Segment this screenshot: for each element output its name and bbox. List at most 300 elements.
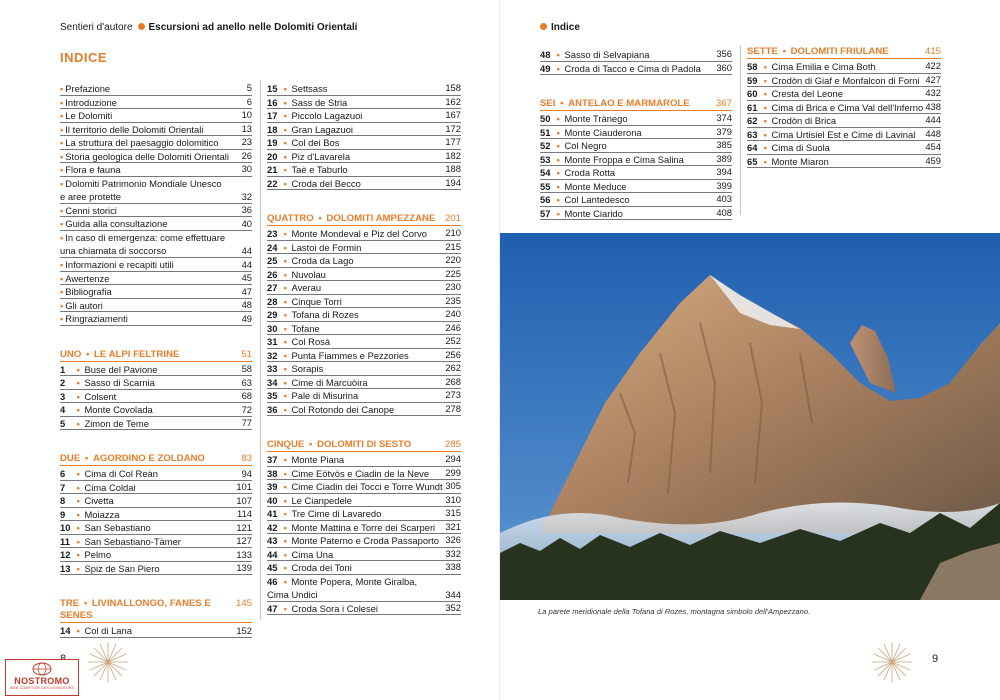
bullet-icon: • bbox=[281, 228, 290, 239]
route-entry bbox=[267, 254, 461, 268]
route-page: 177 bbox=[445, 136, 461, 148]
route-number: 28 bbox=[267, 295, 278, 307]
route-page: 182 bbox=[445, 149, 461, 161]
route-name: Croda del Becco bbox=[291, 177, 361, 189]
bullet-icon: • bbox=[281, 363, 290, 374]
route-entry bbox=[267, 575, 461, 602]
bullet-icon: • bbox=[281, 255, 290, 266]
route-number: 61 bbox=[747, 101, 758, 113]
bullet-icon: • bbox=[281, 376, 290, 388]
route-entry bbox=[540, 48, 732, 62]
section-dot-icon: • bbox=[779, 46, 789, 57]
mountain-photo bbox=[500, 233, 1000, 600]
entry-page: 36 bbox=[241, 204, 252, 216]
bullet-icon: • bbox=[60, 231, 64, 243]
spacer bbox=[540, 75, 732, 87]
bullet-icon: • bbox=[554, 180, 563, 192]
section-page: 367 bbox=[715, 98, 732, 109]
route-page: 356 bbox=[716, 48, 732, 60]
bullet-icon: • bbox=[281, 282, 290, 293]
route-name: Croda da Lago bbox=[291, 255, 354, 266]
route-number: 35 bbox=[267, 390, 278, 401]
entry-label: Informazioni e recapiti utili bbox=[65, 259, 174, 271]
route-number: 3 bbox=[60, 390, 66, 402]
route-page: 139 bbox=[236, 562, 252, 574]
route-page: 305 bbox=[445, 480, 461, 492]
index-entry bbox=[60, 204, 252, 218]
route-entry bbox=[60, 403, 252, 417]
bullet-icon: • bbox=[281, 349, 290, 361]
route-name: Col di Lana bbox=[84, 625, 132, 637]
route-page: 235 bbox=[445, 294, 461, 306]
route-number: 50 bbox=[540, 113, 551, 124]
route-page: 444 bbox=[925, 114, 941, 126]
route-page: 385 bbox=[716, 139, 732, 151]
header-dot-icon bbox=[540, 23, 547, 30]
route-number: 22 bbox=[267, 177, 278, 189]
bullet-icon: • bbox=[761, 128, 770, 140]
route-number: 36 bbox=[267, 403, 278, 415]
route-entry bbox=[540, 112, 732, 126]
route-page: 188 bbox=[445, 163, 461, 175]
route-number: 45 bbox=[267, 562, 278, 573]
route-name: Piccolo Lagazuoi bbox=[291, 110, 363, 121]
bullet-icon: • bbox=[74, 535, 83, 547]
spacer bbox=[267, 190, 461, 202]
route-name: Croda Rotta bbox=[564, 167, 616, 178]
route-page: 427 bbox=[925, 73, 941, 85]
route-page: 252 bbox=[445, 335, 461, 347]
route-page: 321 bbox=[445, 520, 461, 532]
header-dot-icon bbox=[138, 23, 145, 30]
route-entry bbox=[540, 166, 732, 180]
entry-label: Introduzione bbox=[65, 96, 117, 108]
route-name: Crodòn di Brica bbox=[771, 115, 837, 126]
bullet-icon: • bbox=[281, 322, 290, 334]
bullet-icon: • bbox=[74, 625, 83, 637]
route-entry bbox=[267, 349, 461, 363]
entry-page: 48 bbox=[241, 299, 252, 311]
index-entry bbox=[60, 82, 252, 96]
route-page: 230 bbox=[445, 281, 461, 293]
bullet-icon: • bbox=[60, 164, 64, 175]
index-column-3 bbox=[540, 48, 732, 220]
bullet-icon: • bbox=[281, 177, 290, 189]
spacer bbox=[60, 575, 252, 587]
entry-label: Awertenze bbox=[65, 272, 110, 284]
route-number: 17 bbox=[267, 110, 278, 121]
route-number: 42 bbox=[267, 521, 278, 533]
route-entry bbox=[540, 180, 732, 194]
route-entry bbox=[267, 548, 461, 562]
column-divider bbox=[740, 45, 741, 215]
route-number: 49 bbox=[540, 62, 551, 74]
entry-label: Ringraziamenti bbox=[65, 313, 128, 325]
route-page: 438 bbox=[925, 100, 941, 112]
route-page: 210 bbox=[445, 227, 461, 239]
index-column-2 bbox=[267, 82, 461, 615]
route-name: Cinque Torri bbox=[291, 295, 342, 307]
route-entry bbox=[267, 150, 461, 164]
bullet-icon: • bbox=[281, 96, 290, 108]
bullet-icon: • bbox=[554, 207, 563, 219]
entry-label: Le Dolomiti bbox=[65, 110, 113, 121]
route-entry bbox=[267, 561, 461, 575]
route-entry bbox=[60, 417, 252, 431]
index-entry bbox=[60, 231, 252, 258]
route-entry bbox=[60, 508, 252, 522]
route-number: 33 bbox=[267, 363, 278, 374]
route-entry bbox=[267, 136, 461, 150]
route-entry bbox=[267, 322, 461, 336]
route-name: Cima di Col Reàn bbox=[84, 468, 158, 480]
section-heading bbox=[60, 349, 252, 362]
route-number: 34 bbox=[267, 376, 278, 388]
route-name: Le Cianpedele bbox=[291, 494, 352, 506]
route-number: 55 bbox=[540, 180, 551, 192]
bullet-icon: • bbox=[554, 62, 563, 74]
route-number: 57 bbox=[540, 207, 551, 219]
route-name: San Sebastiano bbox=[84, 522, 151, 534]
route-entry bbox=[267, 389, 461, 403]
bullet-icon: • bbox=[761, 74, 770, 86]
section-page: 145 bbox=[235, 598, 252, 610]
section-dot-icon: • bbox=[557, 98, 567, 109]
route-entry bbox=[267, 376, 461, 390]
route-number: 52 bbox=[540, 140, 551, 151]
nostromo-logo bbox=[5, 659, 79, 696]
route-page: 121 bbox=[236, 521, 252, 533]
route-entry bbox=[267, 335, 461, 349]
route-name: Pale di Misurina bbox=[291, 390, 359, 401]
bullet-icon: • bbox=[281, 241, 290, 253]
route-name: Sorapis bbox=[291, 363, 324, 374]
column-divider bbox=[260, 80, 261, 620]
entry-page: 44 bbox=[241, 245, 252, 257]
bullet-icon: • bbox=[74, 495, 83, 507]
tofana-di-rozes-image bbox=[500, 233, 1000, 600]
route-page: 268 bbox=[445, 375, 461, 387]
bullet-icon: • bbox=[281, 123, 290, 135]
route-number: 25 bbox=[267, 255, 278, 266]
bullet-icon: • bbox=[281, 521, 290, 533]
entry-label: Cenni storici bbox=[65, 204, 117, 216]
route-name: Pelmo bbox=[84, 549, 112, 561]
section-number: SETTE bbox=[747, 46, 778, 57]
section-number: TRE bbox=[60, 598, 80, 610]
bullet-icon: • bbox=[281, 467, 290, 479]
compass-ornament-icon bbox=[86, 640, 130, 684]
section-page: 201 bbox=[444, 213, 461, 224]
entry-label: Flora e fauna bbox=[65, 164, 121, 175]
section-heading bbox=[60, 453, 252, 466]
bullet-icon: • bbox=[281, 83, 290, 94]
route-number: 51 bbox=[540, 126, 551, 138]
section-number: QUATTRO bbox=[267, 213, 314, 224]
route-number: 5 bbox=[60, 417, 66, 429]
section-name: DOLOMITI FRIULANE bbox=[790, 46, 889, 57]
section-title bbox=[267, 439, 411, 451]
route-entry bbox=[267, 507, 461, 521]
route-entry bbox=[60, 390, 252, 404]
route-name: Cresta del Leone bbox=[771, 88, 843, 99]
route-name: Monte Paterno e Croda Passaporto bbox=[291, 535, 439, 546]
route-entry bbox=[747, 60, 941, 74]
route-page: 215 bbox=[445, 240, 461, 252]
route-page: 158 bbox=[445, 82, 461, 94]
route-number: 24 bbox=[267, 241, 278, 253]
route-number: 9 bbox=[60, 508, 66, 520]
route-name: Croda di Tacco e Cima di Padola bbox=[564, 62, 701, 74]
section-page: 285 bbox=[444, 439, 461, 450]
route-number: 58 bbox=[747, 61, 758, 72]
bullet-icon: • bbox=[281, 494, 290, 506]
route-page: 94 bbox=[241, 467, 252, 479]
route-number: 12 bbox=[60, 549, 71, 561]
route-name: Moiazza bbox=[84, 508, 120, 520]
section-heading bbox=[60, 598, 252, 623]
bullet-icon: • bbox=[60, 299, 64, 311]
route-number: 43 bbox=[267, 535, 278, 546]
route-entry bbox=[267, 494, 461, 508]
route-page: 432 bbox=[925, 87, 941, 99]
index-entry bbox=[60, 96, 252, 110]
logo-name: NOSTROMO bbox=[14, 676, 70, 686]
route-entry bbox=[267, 362, 461, 376]
route-number: 38 bbox=[267, 467, 278, 479]
section-page: 51 bbox=[241, 348, 252, 360]
section-number: UNO bbox=[60, 348, 82, 360]
bullet-icon: • bbox=[74, 377, 83, 389]
route-number: 16 bbox=[267, 96, 278, 108]
entry-label: Guida alla consultazione bbox=[65, 218, 168, 230]
book-title: Escursioni ad anello nelle Dolomiti Orientali bbox=[148, 22, 358, 33]
bullet-icon: • bbox=[554, 113, 563, 124]
section-title bbox=[60, 453, 205, 465]
bullet-icon: • bbox=[60, 137, 64, 148]
entry-page: 47 bbox=[241, 285, 252, 297]
route-name: Buse del Pavione bbox=[84, 363, 158, 375]
entry-label: Gli autori bbox=[65, 299, 103, 311]
bullet-icon: • bbox=[60, 272, 64, 284]
section-name: DOLOMITI DI SESTO bbox=[317, 439, 412, 450]
route-page: 394 bbox=[716, 166, 732, 178]
route-number: 41 bbox=[267, 508, 278, 519]
bullet-icon: • bbox=[281, 562, 290, 573]
route-page: 114 bbox=[237, 508, 252, 520]
route-number: 30 bbox=[267, 322, 278, 334]
index-column-4 bbox=[747, 35, 941, 168]
section-title bbox=[540, 98, 690, 110]
route-number: 47 bbox=[267, 602, 278, 614]
route-number: 65 bbox=[747, 155, 758, 167]
route-number: 26 bbox=[267, 268, 278, 280]
entry-page: 45 bbox=[241, 272, 252, 284]
route-page: 246 bbox=[445, 321, 461, 333]
route-number: 10 bbox=[60, 522, 71, 534]
route-entry bbox=[267, 177, 461, 191]
route-entry bbox=[267, 281, 461, 295]
section-title bbox=[267, 213, 435, 225]
route-name: Col Rosà bbox=[291, 336, 331, 347]
index-entry bbox=[60, 258, 252, 272]
route-entry bbox=[540, 207, 732, 221]
route-page: 379 bbox=[716, 125, 732, 137]
section-title bbox=[747, 46, 889, 58]
route-name: Cima Urtisiel Est e Cime di Lavinal bbox=[771, 128, 916, 140]
bullet-icon: • bbox=[761, 101, 770, 113]
route-number: 56 bbox=[540, 194, 551, 205]
route-page: 332 bbox=[445, 547, 461, 559]
route-page: 273 bbox=[445, 389, 461, 401]
entry-label: Dolomiti Patrimonio Mondiale Unesco e aree protette bbox=[60, 177, 222, 202]
route-page: 408 bbox=[716, 206, 732, 218]
route-name: Col Negro bbox=[564, 140, 607, 151]
section-dot-icon: • bbox=[82, 453, 91, 465]
bullet-icon: • bbox=[761, 115, 770, 126]
section-heading bbox=[747, 46, 941, 59]
left-running-head bbox=[60, 22, 357, 33]
route-entry bbox=[60, 548, 252, 562]
route-page: 278 bbox=[445, 402, 461, 414]
route-name: Crodòn di Giaf e Monfalcon di Forni bbox=[771, 74, 920, 86]
section-name: DOLOMITI AMPEZZANE bbox=[326, 213, 436, 224]
section-name: ANTELAO E MARMAROLE bbox=[568, 98, 690, 109]
route-entry bbox=[60, 363, 252, 377]
route-name: Settsass bbox=[291, 83, 328, 94]
bullet-icon: • bbox=[761, 155, 770, 167]
section-title bbox=[60, 349, 179, 361]
route-entry bbox=[267, 480, 461, 494]
bullet-icon: • bbox=[281, 295, 290, 307]
route-number: 15 bbox=[267, 83, 278, 94]
route-name: Cima Coldai bbox=[84, 481, 136, 493]
photo-caption: La parete meridionale della Tofana di Rozes, montagna simbolo dell'Ampezzano. bbox=[538, 607, 811, 616]
route-page: 225 bbox=[445, 267, 461, 279]
route-name: Cime di Marcuòira bbox=[291, 376, 368, 388]
section-heading bbox=[267, 439, 461, 452]
route-name: Cima di Brica e Cima Val dell'Inferno bbox=[771, 101, 924, 113]
route-number: 4 bbox=[60, 404, 66, 416]
route-entry bbox=[540, 62, 732, 76]
route-number: 44 bbox=[267, 548, 278, 560]
route-name: Colsent bbox=[84, 390, 117, 402]
entry-page: 30 bbox=[241, 163, 252, 175]
route-entry bbox=[267, 521, 461, 535]
entry-label: La struttura del paesaggio dolomitico bbox=[65, 137, 219, 148]
bullet-icon: • bbox=[761, 88, 770, 99]
index-entry bbox=[60, 299, 252, 313]
bullet-icon: • bbox=[74, 522, 83, 534]
route-page: 360 bbox=[716, 61, 732, 73]
route-page: 194 bbox=[445, 176, 461, 188]
index-entry bbox=[60, 123, 252, 137]
bullet-icon: • bbox=[281, 602, 290, 614]
bullet-icon: • bbox=[60, 150, 64, 162]
bullet-icon: • bbox=[281, 150, 290, 162]
route-number: 29 bbox=[267, 309, 278, 320]
route-name: Sass de Stria bbox=[291, 96, 348, 108]
route-name: Averau bbox=[291, 282, 322, 293]
route-number: 19 bbox=[267, 137, 278, 148]
route-entry bbox=[747, 74, 941, 88]
route-page: 315 bbox=[445, 507, 461, 519]
route-name: San Sebastiano-Tàmer bbox=[84, 535, 181, 547]
route-number: 54 bbox=[540, 167, 551, 178]
right-header-title: Indice bbox=[551, 22, 580, 33]
route-number: 27 bbox=[267, 282, 278, 293]
route-entry bbox=[267, 123, 461, 137]
section-page: 83 bbox=[241, 453, 252, 465]
route-number: 64 bbox=[747, 142, 758, 153]
route-page: 133 bbox=[236, 548, 252, 560]
route-number: 2 bbox=[60, 377, 66, 389]
route-entry bbox=[60, 562, 252, 576]
route-name: Punta Fiammes e Pezzories bbox=[291, 349, 409, 361]
route-entry bbox=[267, 467, 461, 481]
bullet-icon: • bbox=[74, 562, 83, 574]
route-page: 338 bbox=[445, 561, 461, 573]
route-entry bbox=[60, 521, 252, 535]
route-name: Cima Emilia e Cima Both bbox=[771, 61, 876, 72]
entry-label: In caso di emergenza: come effettuare una chiamata di soccorso bbox=[60, 231, 226, 257]
route-entry bbox=[267, 308, 461, 322]
entry-page: 5 bbox=[246, 82, 252, 94]
entry-label: Bibliografia bbox=[65, 286, 112, 298]
index-entry bbox=[60, 285, 252, 299]
bullet-icon: • bbox=[281, 110, 290, 121]
route-entry bbox=[60, 494, 252, 508]
spacer bbox=[267, 416, 461, 428]
entry-page: 6 bbox=[246, 95, 252, 107]
route-name: Cime Eötvös e Ciadin de la Neve bbox=[291, 467, 430, 479]
route-entry bbox=[267, 453, 461, 467]
bullet-icon: • bbox=[74, 363, 83, 375]
bullet-icon: • bbox=[281, 336, 290, 347]
entry-label: Prefazione bbox=[65, 83, 111, 94]
route-name: Monte Piana bbox=[291, 454, 345, 465]
route-name: Sasso di Scarnia bbox=[84, 377, 155, 389]
route-entry bbox=[540, 193, 732, 207]
route-name: Monte Ciauderona bbox=[564, 126, 642, 138]
series-name: Sentieri d'autore bbox=[60, 22, 133, 33]
route-name: Cima Una bbox=[291, 548, 334, 560]
index-entry bbox=[60, 312, 252, 326]
logo-subtitle: WEB COMPTOIR DES VOYAGEURS bbox=[10, 686, 74, 690]
bullet-icon: • bbox=[281, 309, 290, 320]
route-page: 256 bbox=[445, 348, 461, 360]
bullet-icon: • bbox=[281, 164, 290, 175]
section-number: SEI bbox=[540, 98, 556, 109]
route-name: Tofana di Rozes bbox=[291, 309, 359, 320]
route-entry bbox=[540, 153, 732, 167]
route-entry bbox=[60, 624, 252, 638]
route-name: Monte Miaron bbox=[771, 155, 829, 167]
route-name: Monte Froppa e Cima Salina bbox=[564, 153, 684, 165]
bullet-icon: • bbox=[60, 218, 64, 230]
bullet-icon: • bbox=[74, 481, 83, 493]
bullet-icon: • bbox=[60, 96, 64, 108]
route-name: Tofane bbox=[291, 322, 320, 334]
route-number: 63 bbox=[747, 128, 758, 140]
route-number: 48 bbox=[540, 49, 551, 60]
route-name: Col Rotondo dei Canope bbox=[291, 403, 395, 415]
bullet-icon: • bbox=[554, 153, 563, 165]
section-dot-icon: • bbox=[315, 213, 325, 224]
route-name: Nuvolau bbox=[291, 268, 326, 280]
route-number: 60 bbox=[747, 88, 758, 99]
route-entry bbox=[267, 82, 461, 96]
